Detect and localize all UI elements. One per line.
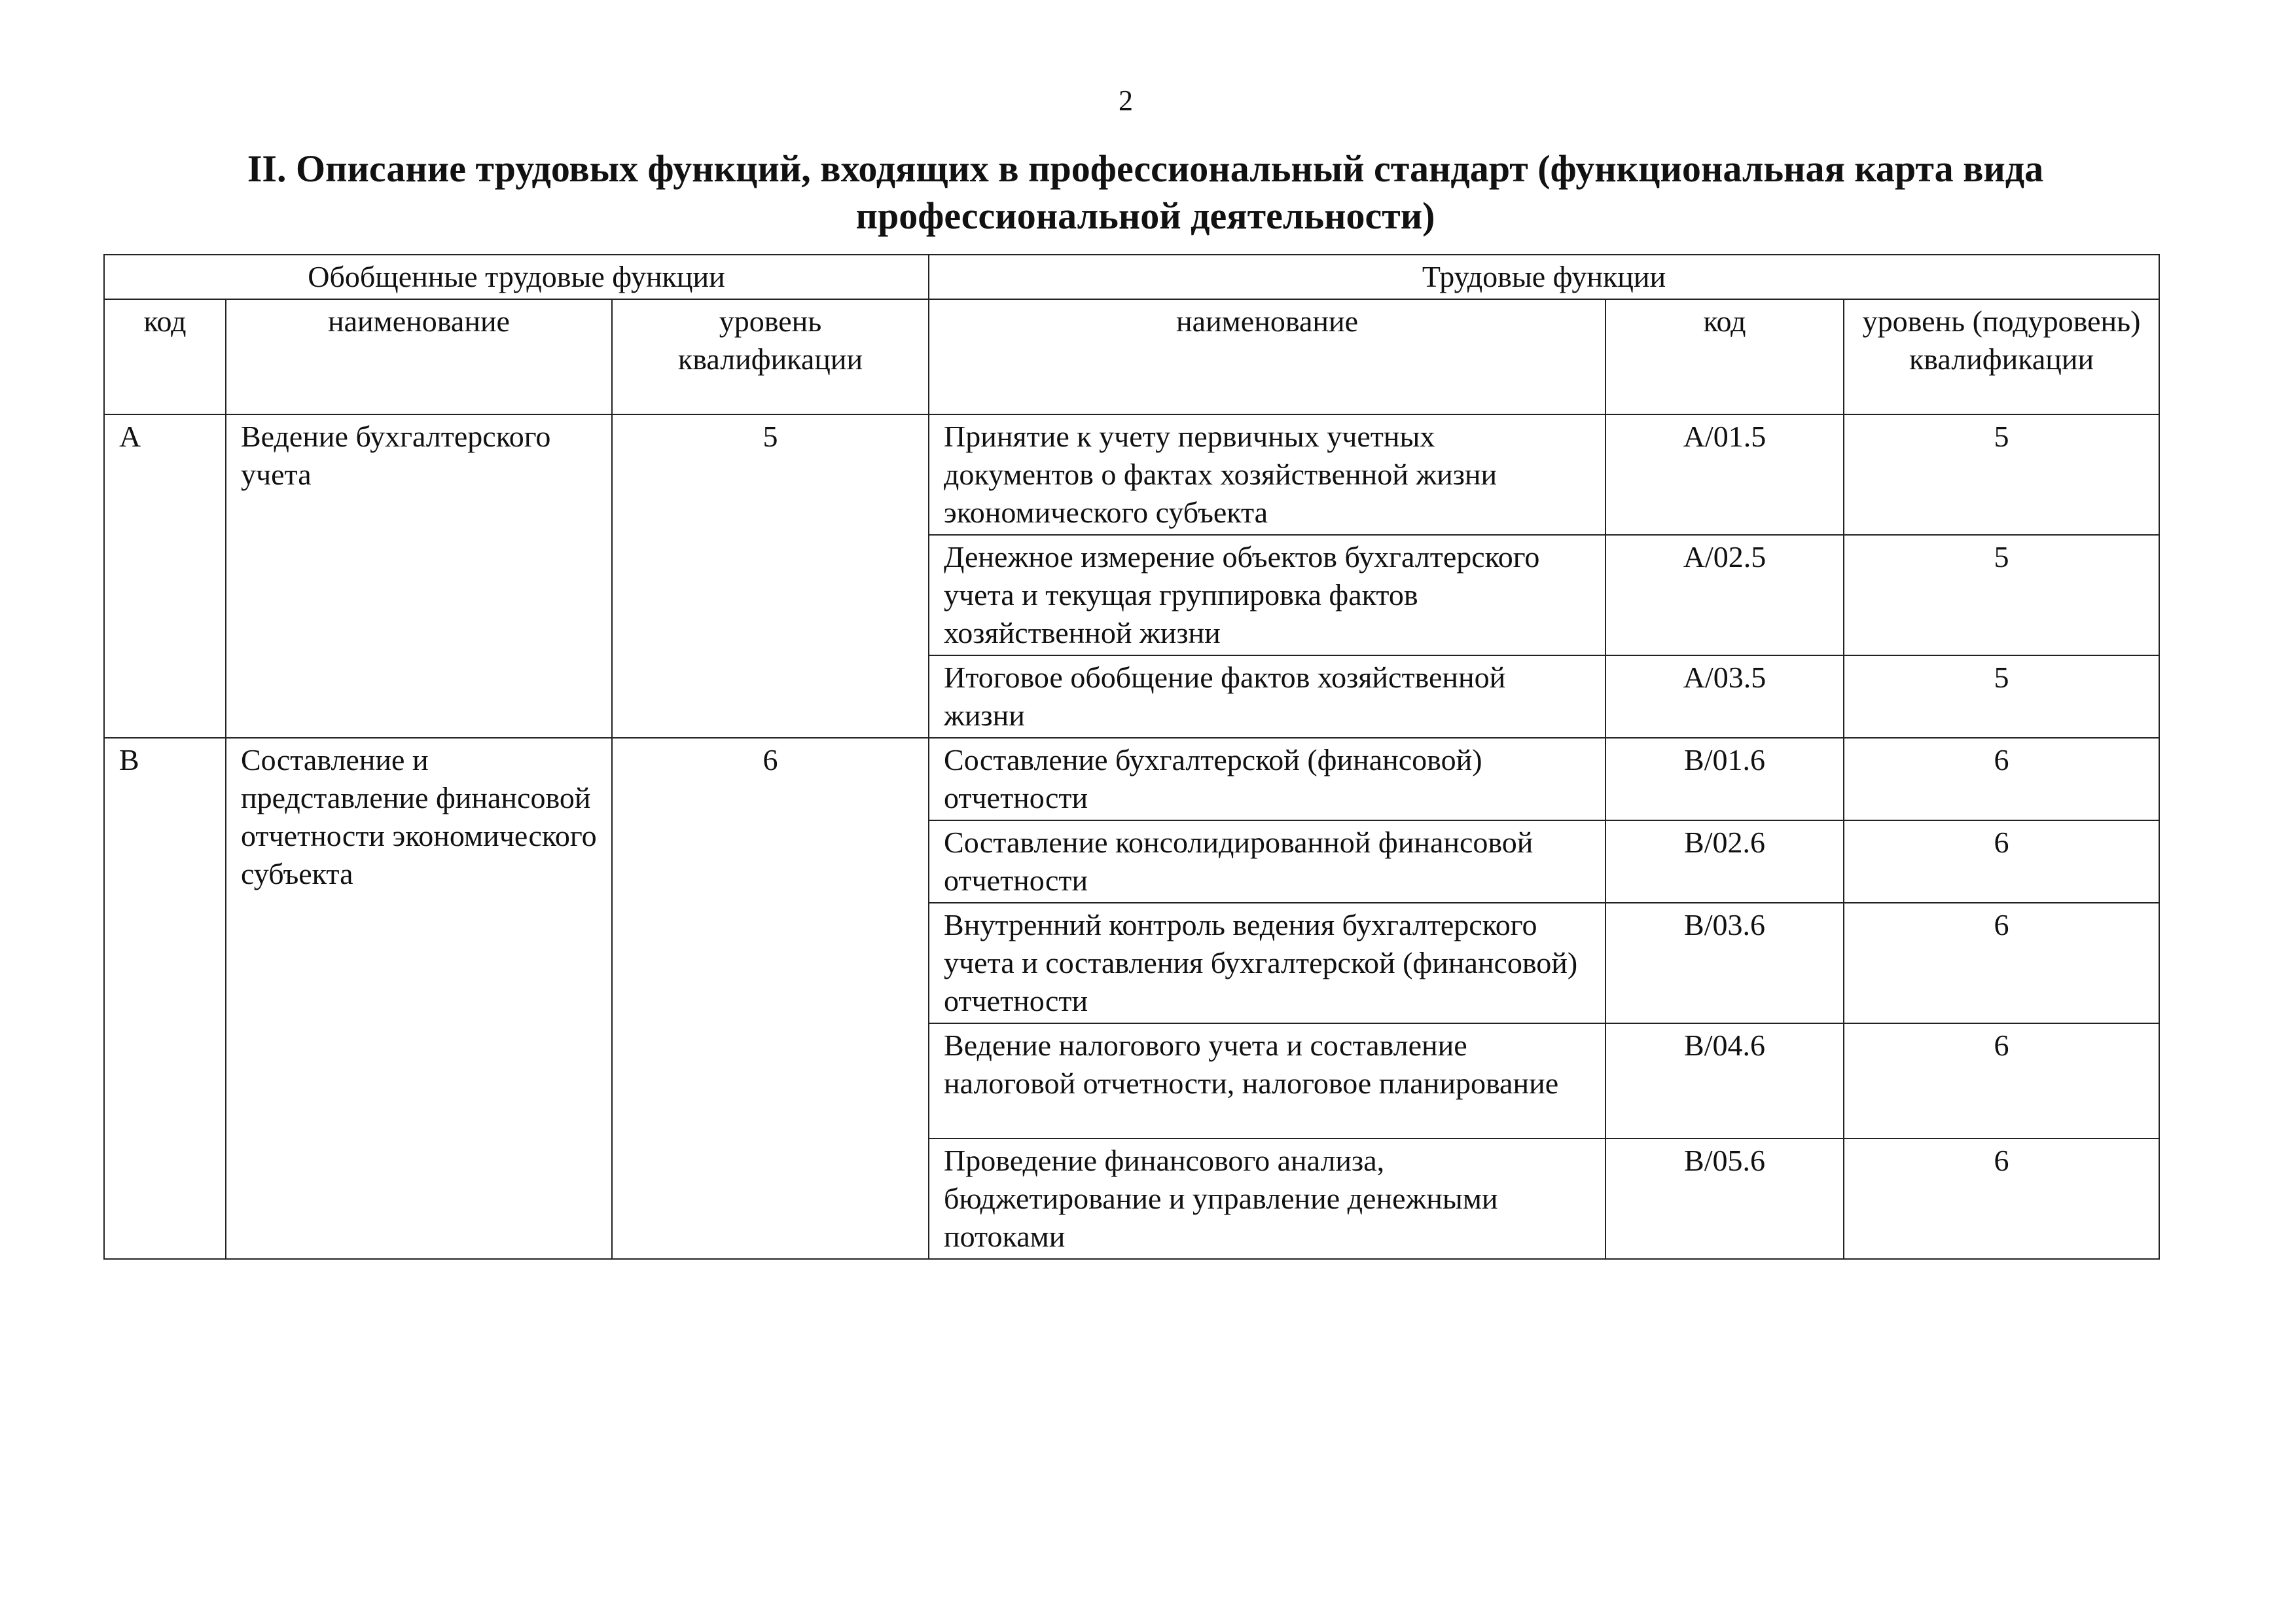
- function-code-cell: A/02.5: [1605, 535, 1844, 655]
- section-title-line-2: профессиональной деятельности): [855, 194, 1435, 237]
- group-code-cell: B: [104, 738, 226, 1259]
- header-gen-level: уровень квалификации: [612, 299, 929, 414]
- function-code-cell: B/01.6: [1605, 738, 1844, 820]
- function-level-cell: 6: [1844, 1139, 2159, 1259]
- function-code-cell: A/01.5: [1605, 414, 1844, 535]
- function-name-cell: Принятие к учету первичных учетных документов о фактах хозяйственной жизни экономического субъекта: [929, 414, 1605, 535]
- function-level-cell: 6: [1844, 738, 2159, 820]
- table-group-header-row: [104, 255, 2159, 299]
- generalized-functions-header: Обобщенные трудовые функции: [104, 255, 929, 299]
- function-name-cell: Составление консолидированной финансовой отчетности: [929, 820, 1605, 903]
- function-level-cell: 6: [1844, 903, 2159, 1023]
- function-level-cell: 5: [1844, 535, 2159, 655]
- group-code-cell: A: [104, 414, 226, 738]
- function-level-cell: 6: [1844, 820, 2159, 903]
- header-fn-code: код: [1605, 299, 1844, 414]
- table-row: [104, 738, 2159, 820]
- header-gen-code: код: [104, 299, 226, 414]
- header-fn-level: уровень (подуровень) квалификации: [1844, 299, 2159, 414]
- header-fn-name: наименование: [929, 299, 1605, 414]
- header-gen-name: наименование: [226, 299, 612, 414]
- function-level-cell: 5: [1844, 655, 2159, 738]
- function-name-cell: Проведение финансового анализа, бюджетирование и управление денежными потоками: [929, 1139, 1605, 1259]
- function-level-cell: 5: [1844, 414, 2159, 535]
- function-code-cell: A/03.5: [1605, 655, 1844, 738]
- function-name-cell: Составление бухгалтерской (финансовой) отчетности: [929, 738, 1605, 820]
- function-name-cell: Итоговое обобщение фактов хозяйственной жизни: [929, 655, 1605, 738]
- section-title: [105, 145, 2186, 240]
- group-name-cell: Ведение бухгалтерского учета: [226, 414, 612, 738]
- functional-map-table: [103, 254, 2160, 1260]
- function-name-cell: Ведение налогового учета и составление налоговой отчетности, налоговое планирование: [929, 1023, 1605, 1139]
- group-level-cell: 5: [612, 414, 929, 738]
- group-name-cell: Составление и представление финансовой отчетности экономического субъекта: [226, 738, 612, 1259]
- section-title-line-1: II. Описание трудовых функций, входящих в профессиональный стандарт (функциональная карта вида: [247, 147, 2044, 190]
- function-code-cell: B/02.6: [1605, 820, 1844, 903]
- function-code-cell: B/05.6: [1605, 1139, 1844, 1259]
- function-name-cell: Денежное измерение объектов бухгалтерского учета и текущая группировка фактов хозяйственной жизни: [929, 535, 1605, 655]
- page-number: 2: [1119, 84, 1133, 117]
- table-column-header-row: [104, 299, 2159, 414]
- function-level-cell: 6: [1844, 1023, 2159, 1139]
- labor-functions-header: Трудовые функции: [929, 255, 2159, 299]
- function-name-cell: Внутренний контроль ведения бухгалтерского учета и составления бухгалтерской (финансовой) отчетности: [929, 903, 1605, 1023]
- group-level-cell: 6: [612, 738, 929, 1259]
- function-code-cell: B/03.6: [1605, 903, 1844, 1023]
- table-row: [104, 414, 2159, 535]
- function-code-cell: B/04.6: [1605, 1023, 1844, 1139]
